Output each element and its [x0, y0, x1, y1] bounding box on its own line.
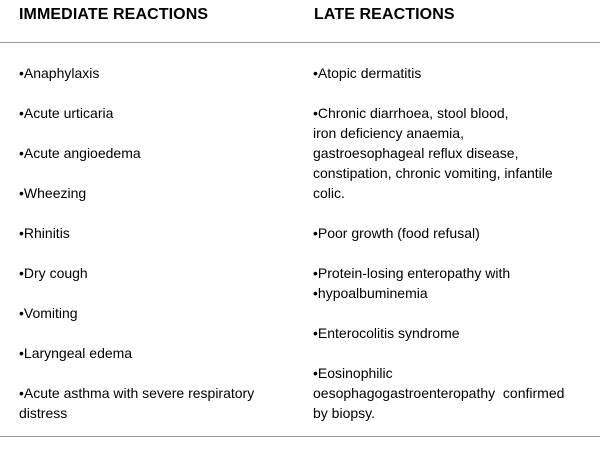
immediate-item-anaphylaxis: •Anaphylaxis [19, 65, 100, 81]
late-item-chronic-diarrhoea-line-2: iron deficiency anaemia, [313, 125, 464, 141]
late-item-eosinophilic-line-2: oesophagogastroenteropathy confirmed [313, 385, 565, 401]
immediate-item-acute-asthma [19, 383, 254, 423]
late-item-protein-losing-line-1: •Protein-losing enteropathy with [313, 265, 511, 281]
late-item-chronic-diarrhoea-line-1: •Chronic diarrhoea, stool blood, [313, 105, 509, 121]
header-late-reactions: LATE REACTIONS [314, 6, 455, 23]
immediate-item-acute-angioedema: •Acute angioedema [19, 145, 141, 161]
late-item-chronic-diarrhoea-line-4: constipation, chronic vomiting, infantile [313, 165, 553, 181]
header-divider [0, 42, 600, 43]
immediate-item-acute-asthma-line-2: distress [19, 405, 68, 421]
late-item-atopic-dermatitis: •Atopic dermatitis [313, 65, 422, 81]
late-item-eosinophilic-line-1: •Eosinophilic [313, 365, 393, 381]
header-immediate-reactions: IMMEDIATE REACTIONS [19, 6, 209, 23]
late-item-protein-losing-enteropathy [313, 263, 510, 303]
late-item-chronic-diarrhoea [313, 103, 553, 203]
immediate-item-rhinitis: •Rhinitis [19, 225, 70, 241]
late-item-enterocolitis-syndrome: •Enterocolitis syndrome [313, 325, 460, 341]
immediate-item-acute-asthma-line-1: •Acute asthma with severe respiratory [19, 385, 255, 401]
immediate-item-wheezing: •Wheezing [19, 185, 87, 201]
table-bottom-border [0, 436, 600, 437]
late-item-eosinophilic [313, 363, 564, 423]
late-item-chronic-diarrhoea-line-5: colic. [313, 185, 345, 201]
immediate-item-laryngeal-edema: •Laryngeal edema [19, 345, 133, 361]
immediate-item-vomiting: •Vomiting [19, 305, 78, 321]
late-item-protein-losing-line-2: •hypoalbuminemia [313, 285, 428, 301]
immediate-item-acute-urticaria: •Acute urticaria [19, 105, 114, 121]
late-item-poor-growth: •Poor growth (food refusal) [313, 225, 480, 241]
late-item-eosinophilic-line-3: by biopsy. [313, 405, 375, 421]
late-item-chronic-diarrhoea-line-3: gastroesophageal reflux disease, [313, 145, 519, 161]
immediate-item-dry-cough: •Dry cough [19, 265, 88, 281]
